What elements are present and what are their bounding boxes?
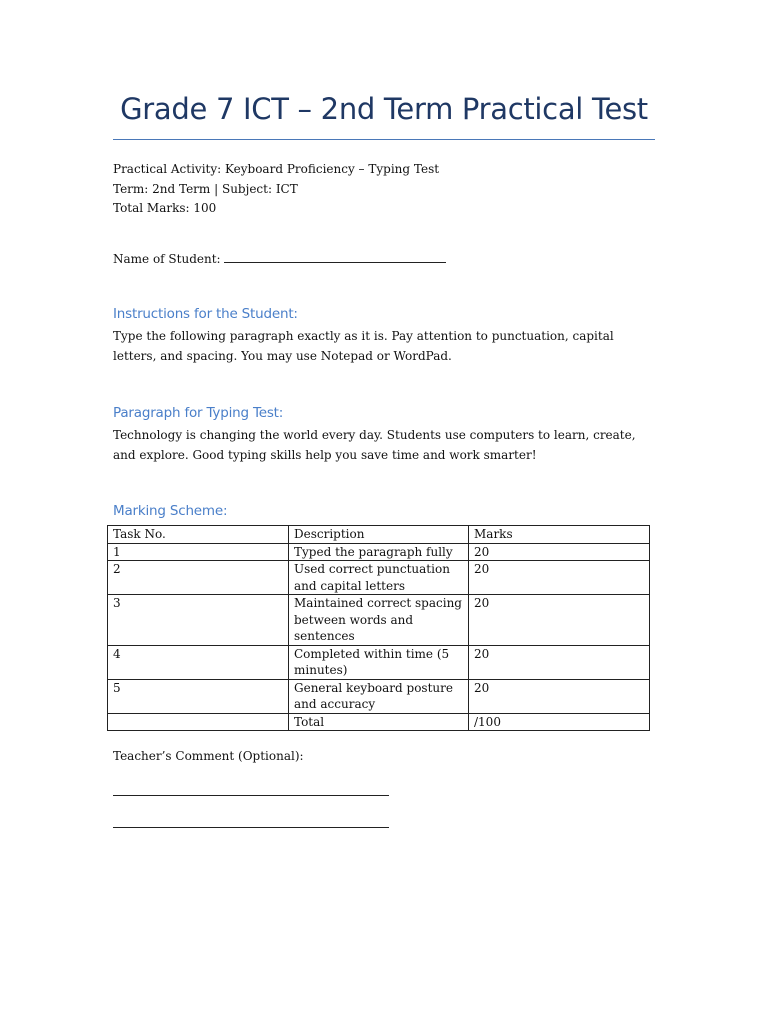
term-line: Term: 2nd Term | Subject: ICT [113,181,298,196]
header-marks: Marks [469,526,650,544]
table-row [108,561,650,595]
instructions-heading: Instructions for the Student: [113,306,298,322]
table-row [108,645,650,679]
total-label-cell: Total [289,713,469,731]
table-total-row [108,713,650,731]
instructions-text: Type the following paragraph exactly as it is. Pay attention to punctuation, capital letters, and spacing. You may use Notepad or WordPad. [113,329,614,363]
task-no-cell: 5 [108,679,289,713]
marking-table [107,525,650,731]
task-no-cell: 2 [108,561,289,595]
header-description: Description [289,526,469,544]
total-marks-line: Total Marks: 100 [113,201,217,215]
table-row [108,543,650,561]
description-cell: Used correct punctuation and capital letters [289,561,469,595]
teacher-comment-label: Teacher’s Comment (Optional): [113,749,304,763]
comment-line [113,827,389,828]
description-cell: Maintained correct spacing between words and sentences [289,595,469,646]
marks-cell: 20 [469,679,650,713]
student-name-line [113,249,446,266]
student-name-label: Name of Student: [113,252,221,266]
typing-heading: Paragraph for Typing Test: [113,405,284,421]
marks-cell: 20 [469,543,650,561]
typing-paragraph: Technology is changing the world every day. Students use computers to learn, create, and explore. Good typing skills help you save time and work smarter! [113,428,636,462]
description-cell: General keyboard posture and accuracy [289,679,469,713]
comment-line [113,795,389,796]
table-header-row [108,526,650,544]
total-marks-cell: /100 [469,713,650,731]
description-cell: Typed the paragraph fully [289,543,469,561]
marks-cell: 20 [469,595,650,646]
description-cell: Completed within time (5 minutes) [289,645,469,679]
task-no-cell: 4 [108,645,289,679]
task-no-cell [108,713,289,731]
header-task-no: Task No. [108,526,289,544]
table-row [108,595,650,646]
task-no-cell: 1 [108,543,289,561]
marking-heading: Marking Scheme: [113,503,228,519]
meta-block [113,160,439,219]
document-title: Grade 7 ICT – 2nd Term Practical Test [120,92,648,126]
task-no-cell: 3 [108,595,289,646]
table-row [108,679,650,713]
marks-cell: 20 [469,561,650,595]
student-name-blank [224,249,446,263]
activity-line: Practical Activity: Keyboard Proficiency – Typing Test [113,162,440,176]
title-underline [113,139,655,140]
marks-cell: 20 [469,645,650,679]
